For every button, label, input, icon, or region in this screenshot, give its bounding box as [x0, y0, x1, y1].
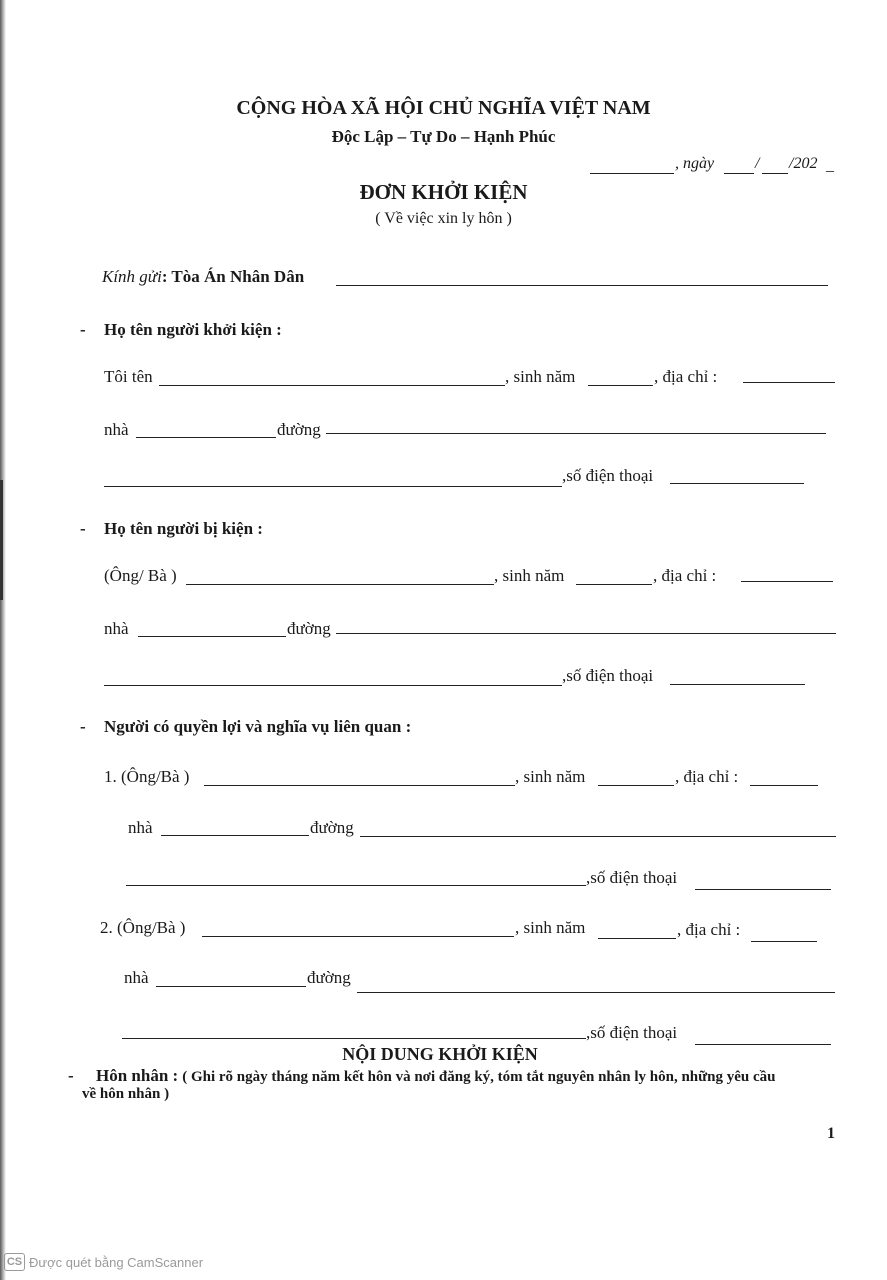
- defendant-address-blank-2: [104, 685, 562, 686]
- camscanner-text: Được quét bằng CamScanner: [29, 1254, 204, 1270]
- defendant-street-blank: [336, 633, 836, 634]
- defendant-birth-blank: [576, 584, 652, 585]
- marriage-note-1: ( Ghi rõ ngày tháng năm kết hôn và nơi đăng ký, tóm tắt nguyên nhân ly hôn, những yêu cầu: [182, 1069, 776, 1085]
- place-blank: [590, 173, 674, 174]
- related-1-house-blank: [161, 835, 309, 836]
- related-1-name-label: 1. (Ông/Bà ): [104, 767, 190, 786]
- plaintiff-address-blank-2: [104, 486, 562, 487]
- date-sep-2: /202: [789, 155, 818, 172]
- defendant-address-label: , địa chỉ :: [653, 566, 717, 585]
- related-2-street-label: đường: [307, 968, 351, 987]
- plaintiff-phone-label: ,số điện thoại: [562, 466, 654, 485]
- marriage-line-1: [96, 1066, 776, 1086]
- defendant-name-label: (Ông/ Bà ): [104, 566, 177, 585]
- related-2-phone-blank: [695, 1044, 831, 1045]
- plaintiff-name-label: Tôi tên: [104, 367, 153, 386]
- content-heading: NỘI DUNG KHỞI KIỆN: [342, 1044, 538, 1064]
- related-1-address-label: , địa chỉ :: [675, 767, 739, 786]
- defendant-address-blank: [741, 581, 833, 582]
- defendant-phone-label: ,số điện thoại: [562, 666, 654, 685]
- date-prefix: , ngày: [675, 155, 715, 172]
- related-2-house-blank: [156, 986, 306, 987]
- country-name: CỘNG HÒA XÃ HỘI CHỦ NGHĨA VIỆT NAM: [236, 97, 651, 119]
- camscanner-watermark: [4, 1253, 203, 1271]
- scan-binding-mark: [0, 480, 3, 600]
- related-1-street-blank: [360, 836, 836, 837]
- related-2-address-label: , địa chỉ :: [677, 920, 741, 939]
- plaintiff-birth-blank: [588, 385, 653, 386]
- related-1-name-blank: [204, 785, 515, 786]
- month-blank: [762, 173, 788, 174]
- page-number: 1: [827, 1125, 835, 1142]
- recipient-blank: [336, 285, 828, 286]
- defendant-house-blank: [138, 636, 286, 637]
- plaintiff-birth-label: , sinh năm: [505, 367, 576, 386]
- related-1-phone-blank: [695, 889, 831, 890]
- defendant-name-blank: [186, 584, 494, 585]
- plaintiff-address-label: , địa chỉ :: [654, 367, 718, 386]
- plaintiff-name-blank: [159, 385, 505, 386]
- related-1-address-blank: [750, 785, 818, 786]
- marriage-label: Hôn nhân :: [96, 1066, 179, 1085]
- related-1-address-blank-2: [126, 885, 586, 886]
- related-2-street-blank: [357, 992, 835, 993]
- recipient-label: Kính gửi: [102, 267, 162, 286]
- date-end: _: [826, 157, 834, 174]
- plaintiff-phone-blank: [670, 483, 804, 484]
- marriage-note-2: về hôn nhân ): [82, 1086, 170, 1102]
- defendant-bullet: -: [80, 519, 86, 538]
- plaintiff-house-blank: [136, 437, 276, 438]
- related-bullet: -: [80, 717, 86, 736]
- related-2-name-label: 2. (Ông/Bà ): [100, 918, 186, 937]
- related-2-birth-blank: [598, 938, 676, 939]
- recipient-court: : Tòa Án Nhân Dân: [161, 267, 305, 286]
- related-2-phone-label: ,số điện thoại: [586, 1023, 678, 1042]
- defendant-street-label: đường: [287, 619, 331, 638]
- recipient-line: [102, 267, 304, 287]
- related-2-birth-label: , sinh năm: [515, 918, 586, 937]
- related-2-house-label: nhà: [124, 968, 149, 987]
- plaintiff-street-label: đường: [277, 420, 321, 439]
- related-2-address-blank-2: [122, 1038, 586, 1039]
- related-1-street-label: đường: [310, 818, 354, 837]
- defendant-birth-label: , sinh năm: [494, 566, 565, 585]
- plaintiff-address-blank: [743, 382, 835, 383]
- plaintiff-street-blank: [326, 433, 826, 434]
- related-1-birth-blank: [598, 785, 674, 786]
- content-bullet: -: [68, 1066, 74, 1085]
- defendant-phone-blank: [670, 684, 805, 685]
- related-1-house-label: nhà: [128, 818, 153, 837]
- defendant-heading: Họ tên người bị kiện :: [104, 519, 263, 538]
- day-blank: [724, 173, 754, 174]
- date-sep-1: /: [755, 155, 760, 172]
- plaintiff-house-label: nhà: [104, 420, 129, 439]
- document-subtitle: ( Về việc xin ly hôn ): [375, 210, 512, 227]
- camscanner-logo-icon: CS: [4, 1253, 25, 1271]
- defendant-house-label: nhà: [104, 619, 129, 638]
- related-1-phone-label: ,số điện thoại: [586, 868, 678, 887]
- plaintiff-heading: Họ tên người khởi kiện :: [104, 320, 282, 339]
- related-2-address-blank: [751, 941, 817, 942]
- document-title: ĐƠN KHỞI KIỆN: [359, 180, 528, 204]
- national-motto: Độc Lập – Tự Do – Hạnh Phúc: [331, 127, 556, 146]
- related-2-name-blank: [202, 936, 514, 937]
- related-heading: Người có quyền lợi và nghĩa vụ liên quan :: [104, 717, 412, 736]
- plaintiff-bullet: -: [80, 320, 86, 339]
- related-1-birth-label: , sinh năm: [515, 767, 586, 786]
